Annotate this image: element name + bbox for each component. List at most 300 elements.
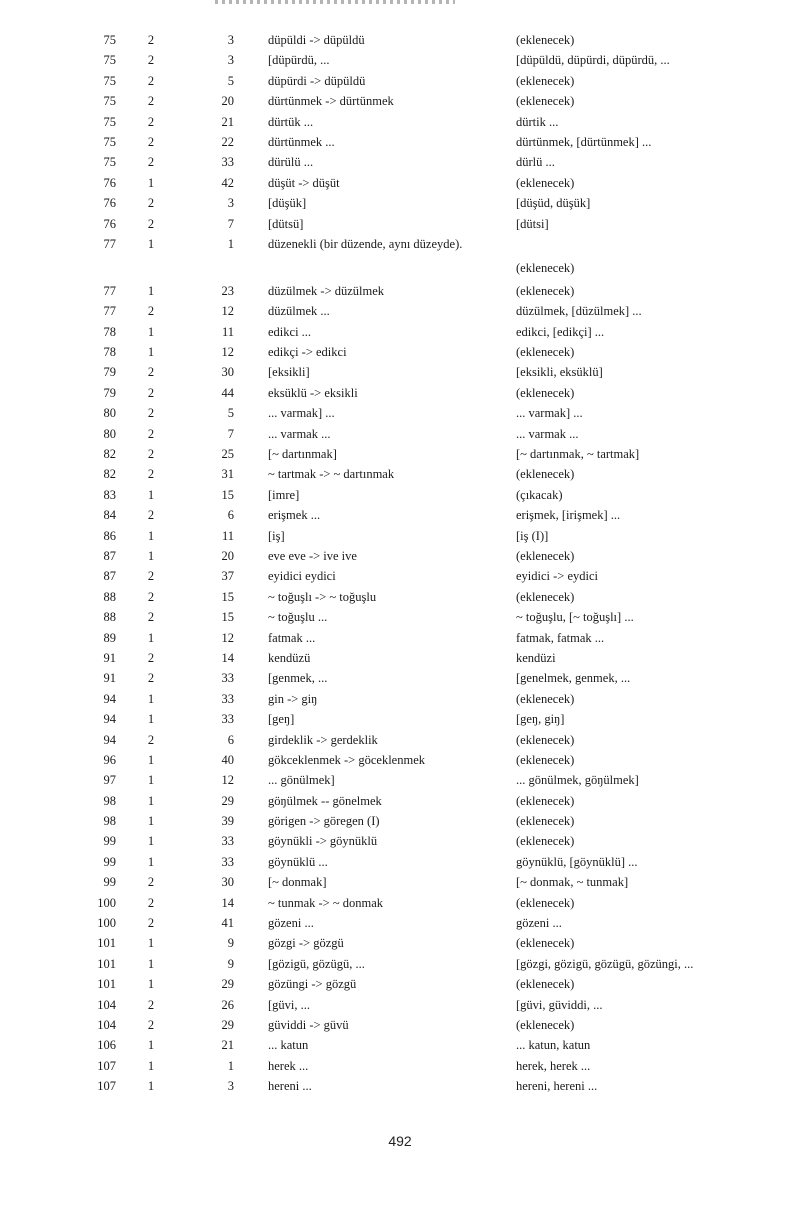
- corrected-text: (eklenecek): [516, 467, 575, 482]
- column-ref: 2: [147, 134, 155, 149]
- table-row: [0, 526, 800, 546]
- line-ref: 29: [221, 1017, 234, 1032]
- corrected-text: ... gönülmek, göŋülmek]: [516, 773, 639, 788]
- corrected-text: (eklenecek): [516, 834, 575, 849]
- column-ref: 2: [147, 569, 155, 584]
- line-ref: 21: [221, 1038, 234, 1053]
- page-ref: 82: [103, 447, 116, 462]
- line-ref: 7: [227, 216, 234, 231]
- page-ref: 75: [103, 53, 116, 68]
- original-text: düşüt -> düşüt: [268, 175, 340, 190]
- table-row: [0, 444, 800, 464]
- corrected-text: [güvi, güviddi, ...: [516, 997, 603, 1012]
- corrected-text: [düpüldü, düpürdi, düpürdü, ...: [516, 53, 670, 68]
- table-row: [0, 1056, 800, 1076]
- page-ref: 78: [103, 324, 116, 339]
- page-ref: 101: [97, 936, 116, 951]
- corrected-text: [geŋ, giŋ]: [516, 712, 565, 727]
- page-ref: 79: [103, 365, 116, 380]
- column-ref: 1: [147, 236, 155, 251]
- original-text: görigen -> göregen (I): [268, 814, 380, 829]
- original-text: [eksikli]: [268, 365, 310, 380]
- line-ref: 23: [221, 283, 234, 298]
- original-text: dürtünmek ...: [268, 134, 335, 149]
- table-row: [0, 71, 800, 91]
- page-ref: 76: [103, 175, 116, 190]
- page-ref: 107: [97, 1079, 116, 1094]
- corrected-text: düzülmek, [düzülmek] ...: [516, 304, 642, 319]
- line-ref: 15: [221, 610, 234, 625]
- page-ref: 87: [103, 548, 116, 563]
- column-ref: 1: [147, 956, 155, 971]
- corrected-text: [iş (I)]: [516, 528, 549, 543]
- corrected-text: (eklenecek): [516, 732, 575, 747]
- corrected-text: [gözgi, gözigü, gözügü, gözüngi, ...: [516, 956, 694, 971]
- column-ref: 1: [147, 977, 155, 992]
- table-row: [0, 730, 800, 750]
- table-row: [0, 1015, 800, 1035]
- column-ref: 1: [147, 630, 155, 645]
- original-text: [düşük]: [268, 196, 307, 211]
- page-ref: 75: [103, 114, 116, 129]
- table-row: [0, 342, 800, 362]
- column-ref: 1: [147, 814, 155, 829]
- column-ref: 1: [147, 793, 155, 808]
- line-ref: 9: [227, 936, 234, 951]
- original-text: [geŋ]: [268, 712, 295, 727]
- corrected-text: hereni, hereni ...: [516, 1079, 598, 1094]
- line-ref: 11: [221, 528, 234, 543]
- line-ref: 33: [221, 854, 234, 869]
- line-ref: 37: [221, 569, 234, 584]
- original-text: ~ toğuşlı -> ~ toğuşlu: [268, 589, 377, 604]
- corrected-text: dürlü ...: [516, 155, 555, 170]
- table-row: [0, 689, 800, 709]
- table-row: [0, 112, 800, 132]
- column-ref: 2: [147, 426, 155, 441]
- column-ref: 2: [147, 33, 155, 47]
- table-row: [0, 587, 800, 607]
- table-row: [0, 770, 800, 790]
- original-text: ... katun: [268, 1038, 309, 1053]
- column-ref: 2: [147, 155, 155, 170]
- column-ref: 2: [147, 114, 155, 129]
- page-ref: 77: [103, 304, 116, 319]
- column-ref: 2: [147, 216, 155, 231]
- column-ref: 2: [147, 732, 155, 747]
- original-text: göynükli -> göynüklü: [268, 834, 378, 849]
- corrected-text: (eklenecek): [516, 936, 575, 951]
- page-ref: 91: [103, 650, 116, 665]
- line-ref: 20: [221, 548, 234, 563]
- table-row: [0, 831, 800, 851]
- corrected-text: erişmek, [irişmek] ...: [516, 508, 621, 523]
- page-ref: 100: [97, 916, 116, 931]
- column-ref: 1: [147, 175, 155, 190]
- table-row: [0, 1076, 800, 1096]
- column-ref: 2: [147, 304, 155, 319]
- page-ref: 106: [97, 1038, 116, 1053]
- original-text: ~ toğuşlu ...: [268, 610, 328, 625]
- original-text: [iş]: [268, 528, 285, 543]
- table-row: [0, 464, 800, 484]
- original-text: [düpürdü, ...: [268, 53, 330, 68]
- column-ref: 1: [147, 1079, 155, 1094]
- corrected-text: (eklenecek): [516, 691, 575, 706]
- original-text: edikci ...: [268, 324, 312, 339]
- original-text: dürülü ...: [268, 155, 314, 170]
- corrected-text: kendüzi: [516, 650, 556, 665]
- page-ref: 86: [103, 528, 116, 543]
- page-ref: 94: [103, 712, 116, 727]
- column-ref: 1: [147, 854, 155, 869]
- page-ref: 97: [103, 773, 116, 788]
- original-text: dürtünmek -> dürtünmek: [268, 94, 394, 109]
- line-ref: 11: [221, 324, 234, 339]
- original-text: [genmek, ...: [268, 671, 328, 686]
- original-text: eve eve -> ive ive: [268, 548, 357, 563]
- page-ref: 77: [103, 283, 116, 298]
- table-row: [0, 974, 800, 994]
- line-ref: 12: [221, 630, 234, 645]
- column-ref: 1: [147, 283, 155, 298]
- page-ref: 83: [103, 487, 116, 502]
- table-row: [0, 505, 800, 525]
- page-number: 492: [388, 1133, 412, 1149]
- page-ref: 98: [103, 793, 116, 808]
- column-ref: 2: [147, 508, 155, 523]
- page-ref: 80: [103, 426, 116, 441]
- original-text: ... varmak] ...: [268, 406, 335, 421]
- column-ref: 2: [147, 447, 155, 462]
- line-ref: 3: [227, 33, 234, 47]
- corrected-text: [eksikli, eksüklü]: [516, 365, 603, 380]
- column-ref: 1: [147, 773, 155, 788]
- line-ref: 1: [227, 236, 234, 251]
- line-ref: 21: [221, 114, 234, 129]
- corrected-text: (çıkacak): [516, 487, 563, 502]
- line-ref: 3: [227, 53, 234, 68]
- page-ref: 99: [103, 875, 116, 890]
- line-ref: 14: [221, 895, 234, 910]
- corrected-text: edikci, [edikçi] ...: [516, 324, 605, 339]
- page-ref: 75: [103, 94, 116, 109]
- page-ref: 104: [97, 1017, 116, 1032]
- corrected-text: (eklenecek): [516, 814, 575, 829]
- line-ref: 40: [221, 752, 234, 767]
- corrected-text: fatmak, fatmak ...: [516, 630, 605, 645]
- original-text: gökceklenmek -> göceklenmek: [268, 752, 425, 767]
- table-row: [0, 485, 800, 505]
- page-ref: 87: [103, 569, 116, 584]
- table-row: [0, 173, 800, 193]
- table-row: [0, 546, 800, 566]
- table-row: [0, 424, 800, 444]
- corrected-text: (eklenecek): [516, 283, 575, 298]
- column-ref: 1: [147, 1058, 155, 1073]
- column-ref: 2: [147, 385, 155, 400]
- page-ref: 78: [103, 345, 116, 360]
- column-ref: 1: [147, 528, 155, 543]
- original-text: erişmek ...: [268, 508, 321, 523]
- page-ref: 84: [103, 508, 116, 523]
- table-row: [0, 91, 800, 111]
- line-ref: 33: [221, 155, 234, 170]
- column-ref: 2: [147, 916, 155, 931]
- original-text: düzülmek ...: [268, 304, 330, 319]
- corrected-text: dürtik ...: [516, 114, 559, 129]
- line-ref: 7: [227, 426, 234, 441]
- page-ref: 79: [103, 385, 116, 400]
- table-row: [0, 383, 800, 403]
- corrected-text: [dütsi]: [516, 216, 549, 231]
- column-ref: 1: [147, 324, 155, 339]
- corrected-text: ~ toğuşlu, [~ toğuşlı] ...: [516, 610, 634, 625]
- column-ref: 1: [147, 691, 155, 706]
- page-ref: 89: [103, 630, 116, 645]
- page-ref: 75: [103, 33, 116, 47]
- line-ref: 15: [221, 589, 234, 604]
- page-ref: 101: [97, 977, 116, 992]
- line-ref: 3: [227, 196, 234, 211]
- original-text: [imre]: [268, 487, 300, 502]
- line-ref: 1: [227, 1058, 234, 1073]
- line-ref: 44: [221, 385, 234, 400]
- table-row: [0, 872, 800, 892]
- line-ref: 5: [227, 73, 234, 88]
- corrected-text: gözeni ...: [516, 916, 562, 931]
- line-ref: 6: [227, 508, 234, 523]
- original-text: gözüngi -> gözgü: [268, 977, 357, 992]
- page-ref: 104: [97, 997, 116, 1012]
- table-row: [0, 893, 800, 913]
- corrected-text: herek, herek ...: [516, 1058, 591, 1073]
- corrected-text: [~ dartınmak, ~ tartmak]: [516, 447, 640, 462]
- table-row: [0, 628, 800, 648]
- column-ref: 2: [147, 196, 155, 211]
- original-text: herek ...: [268, 1058, 309, 1073]
- page-ref: 75: [103, 134, 116, 149]
- table-row: [0, 954, 800, 974]
- column-ref: 2: [147, 997, 155, 1012]
- table-row: [0, 50, 800, 70]
- table-row: [0, 607, 800, 627]
- corrected-text: (eklenecek): [516, 548, 575, 563]
- original-text: [~ donmak]: [268, 875, 327, 890]
- corrected-text: eyidici -> eydici: [516, 569, 599, 584]
- original-text: eyidici eydici: [268, 569, 336, 584]
- column-ref: 1: [147, 1038, 155, 1053]
- page-ref: 101: [97, 956, 116, 971]
- column-ref: 1: [147, 345, 155, 360]
- original-text: göŋülmek -- gönelmek: [268, 793, 382, 808]
- line-ref: 12: [221, 773, 234, 788]
- table-row: [0, 852, 800, 872]
- table-row: [0, 1035, 800, 1055]
- table-row: [0, 566, 800, 586]
- column-ref: 2: [147, 875, 155, 890]
- line-ref: 31: [221, 467, 234, 482]
- corrected-text: göynüklü, [göynüklü] ...: [516, 854, 638, 869]
- original-text: girdeklik -> gerdeklik: [268, 732, 378, 747]
- column-ref: 1: [147, 752, 155, 767]
- corrected-text: (eklenecek): [516, 895, 575, 910]
- scan-artifact: [215, 0, 455, 4]
- table-row: [0, 995, 800, 1015]
- line-ref: 26: [221, 997, 234, 1012]
- table-row: [0, 322, 800, 342]
- table-row: [0, 709, 800, 729]
- corrected-text: (eklenecek): [516, 752, 575, 767]
- original-text: [~ dartınmak]: [268, 447, 337, 462]
- corrected-text: [~ donmak, ~ tunmak]: [516, 875, 629, 890]
- line-ref: 30: [221, 875, 234, 890]
- line-ref: 6: [227, 732, 234, 747]
- page-ref: 77: [103, 236, 116, 251]
- line-ref: 25: [221, 447, 234, 462]
- original-text: düpüldi -> düpüldü: [268, 33, 365, 47]
- table-row: [0, 193, 800, 213]
- corrected-text: (eklenecek): [516, 73, 575, 88]
- original-text: ~ tartmak -> ~ dartınmak: [268, 467, 395, 482]
- line-ref: 29: [221, 977, 234, 992]
- page-ref: 76: [103, 196, 116, 211]
- column-ref: 2: [147, 895, 155, 910]
- line-ref: 30: [221, 365, 234, 380]
- column-ref: 2: [147, 73, 155, 88]
- page-ref: 99: [103, 854, 116, 869]
- column-ref: 2: [147, 406, 155, 421]
- original-text: göynüklü ...: [268, 854, 328, 869]
- original-text: [gözigü, gözügü, ...: [268, 956, 365, 971]
- table-row: [0, 234, 800, 281]
- table-row: [0, 281, 800, 301]
- column-ref: 2: [147, 94, 155, 109]
- line-ref: 33: [221, 834, 234, 849]
- line-ref: 14: [221, 650, 234, 665]
- corrected-text: [genelmek, genmek, ...: [516, 671, 631, 686]
- line-ref: 15: [221, 487, 234, 502]
- original-text: güviddi -> güvü: [268, 1017, 349, 1032]
- column-ref: 2: [147, 589, 155, 604]
- line-ref: 12: [221, 345, 234, 360]
- table-row: [0, 152, 800, 172]
- page-ref: 99: [103, 834, 116, 849]
- original-text: ~ tunmak -> ~ donmak: [268, 895, 384, 910]
- page-ref: 98: [103, 814, 116, 829]
- corrected-text: (eklenecek): [516, 33, 575, 47]
- line-ref: 22: [221, 134, 234, 149]
- table-row: [0, 933, 800, 953]
- table-row: [0, 30, 800, 50]
- page-ref: 94: [103, 732, 116, 747]
- line-ref: 33: [221, 671, 234, 686]
- page-ref: 82: [103, 467, 116, 482]
- line-ref: 41: [221, 916, 234, 931]
- table-row: [0, 362, 800, 382]
- page-ref: 91: [103, 671, 116, 686]
- original-text: gözgi -> gözgü: [268, 936, 344, 951]
- corrected-text: ... katun, katun: [516, 1038, 591, 1053]
- page-ref: 80: [103, 406, 116, 421]
- line-ref: 5: [227, 406, 234, 421]
- corrected-text: (eklenecek): [516, 94, 575, 109]
- table-row: [0, 750, 800, 770]
- original-text: gin -> giŋ: [268, 691, 318, 706]
- table-row: [0, 811, 800, 831]
- page-ref: 96: [103, 752, 116, 767]
- column-ref: 2: [147, 365, 155, 380]
- original-text: [güvi, ...: [268, 997, 311, 1012]
- page-ref: 107: [97, 1058, 116, 1073]
- column-ref: 1: [147, 936, 155, 951]
- page-ref: 75: [103, 73, 116, 88]
- corrected-text: ... varmak ...: [516, 426, 579, 441]
- original-text: edikçi -> edikci: [268, 345, 347, 360]
- corrected-text: ... varmak] ...: [516, 406, 583, 421]
- table-row: [0, 648, 800, 668]
- errata-table: [0, 30, 800, 1097]
- line-ref: 33: [221, 712, 234, 727]
- table-row: [0, 214, 800, 234]
- table-row: [0, 403, 800, 423]
- column-ref: 2: [147, 610, 155, 625]
- page-ref: 88: [103, 589, 116, 604]
- original-text: eksüklü -> eksikli: [268, 385, 358, 400]
- original-text: ... varmak ...: [268, 426, 331, 441]
- column-ref: 1: [147, 548, 155, 563]
- corrected-text: (eklenecek): [516, 175, 575, 190]
- line-ref: 29: [221, 793, 234, 808]
- column-ref: 2: [147, 650, 155, 665]
- corrected-text: (eklenecek): [516, 589, 575, 604]
- original-text: kendüzü: [268, 650, 311, 665]
- corrected-text: (eklenecek): [516, 260, 575, 275]
- table-row: [0, 132, 800, 152]
- original-text: hereni ...: [268, 1079, 312, 1094]
- line-ref: 3: [227, 1079, 234, 1094]
- original-text: dürtük ...: [268, 114, 314, 129]
- column-ref: 1: [147, 712, 155, 727]
- original-text: düpürdi -> düpüldü: [268, 73, 366, 88]
- corrected-text: (eklenecek): [516, 977, 575, 992]
- column-ref: 1: [147, 834, 155, 849]
- column-ref: 2: [147, 1017, 155, 1032]
- line-ref: 9: [227, 956, 234, 971]
- line-ref: 39: [221, 814, 234, 829]
- line-ref: 33: [221, 691, 234, 706]
- column-ref: 2: [147, 53, 155, 68]
- line-ref: 12: [221, 304, 234, 319]
- original-text: gözeni ...: [268, 916, 314, 931]
- line-ref: 42: [221, 175, 234, 190]
- page-ref: 94: [103, 691, 116, 706]
- corrected-text: (eklenecek): [516, 793, 575, 808]
- original-text: fatmak ...: [268, 630, 316, 645]
- original-text: düzülmek -> düzülmek: [268, 283, 385, 298]
- table-row: [0, 913, 800, 933]
- column-ref: 1: [147, 487, 155, 502]
- corrected-text: dürtünmek, [dürtünmek] ...: [516, 134, 652, 149]
- page-ref: 88: [103, 610, 116, 625]
- page-ref: 75: [103, 155, 116, 170]
- corrected-text: [düşüd, düşük]: [516, 196, 591, 211]
- column-ref: 2: [147, 467, 155, 482]
- line-ref: 20: [221, 94, 234, 109]
- corrected-text: (eklenecek): [516, 1017, 575, 1032]
- corrected-text: (eklenecek): [516, 385, 575, 400]
- table-row: [0, 668, 800, 688]
